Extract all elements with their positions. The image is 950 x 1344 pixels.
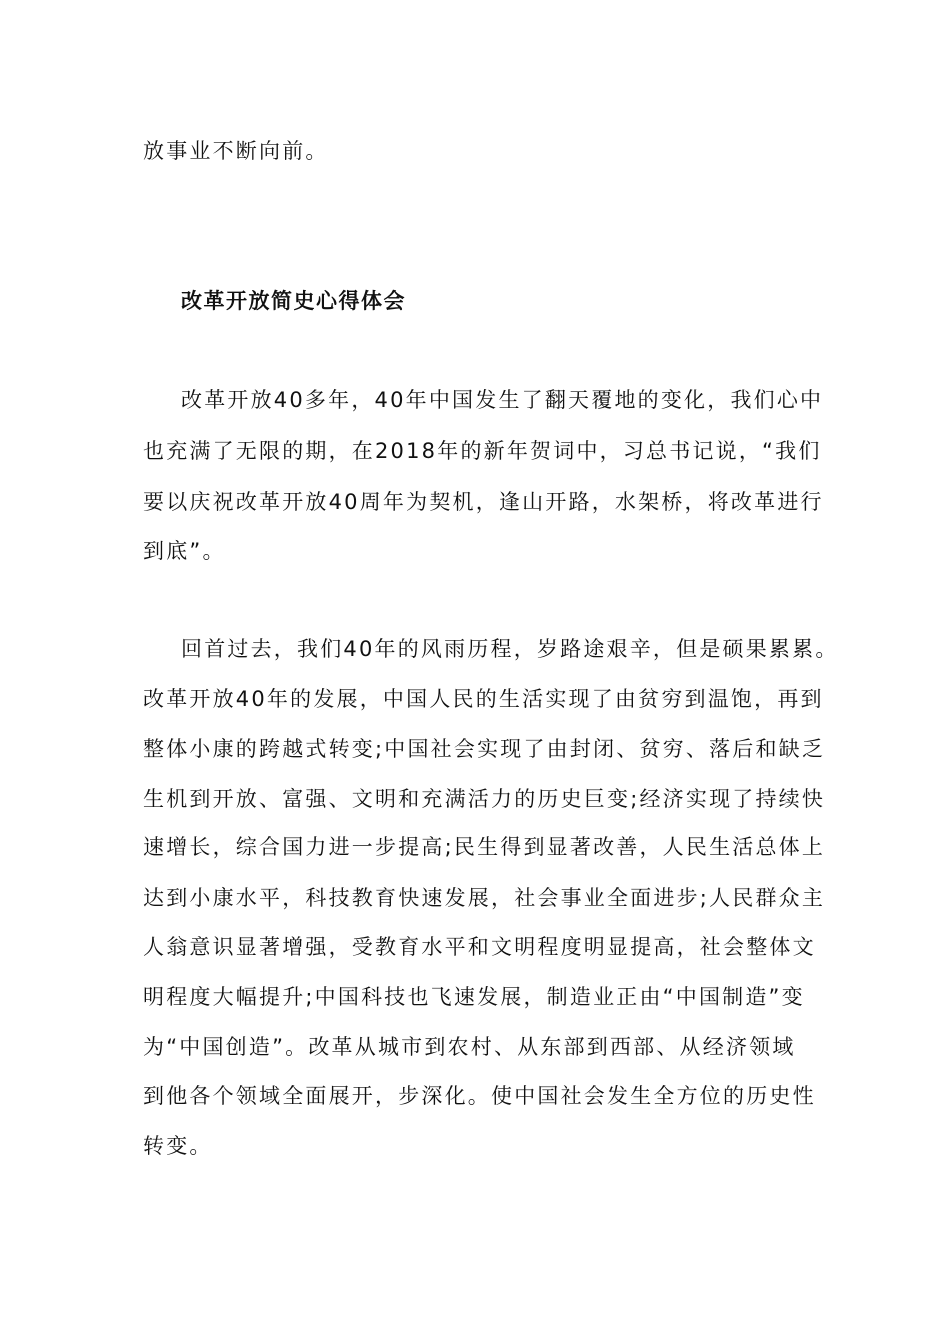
paragraph-line: 改革开放40年的发展，中国人民的生活实现了由贫穷到温饱，再到 [143, 687, 824, 711]
paragraph-line: 改革开放40多年，40年中国发生了翻天覆地的变化，我们心中 [181, 388, 824, 412]
paragraph-line: 要以庆祝改革开放40周年为契机，逢山开路，水架桥，将改革进行 [143, 490, 824, 514]
paragraph-line: 为“中国创造”。改革从城市到农村、从东部到西部、从经济领域 [143, 1035, 796, 1059]
paragraph-line: 回首过去，我们40年的风雨历程，岁路途艰辛，但是硕果累累。 [181, 637, 839, 661]
paragraph-line: 明程度大幅提升;中国科技也飞速发展，制造业正由“中国制造”变 [143, 985, 805, 1009]
paragraph-line: 也充满了无限的期，在2018年的新年贺词中，习总书记说，“我们 [143, 439, 822, 463]
paragraph-line: 速增长，综合国力进一步提高;民生得到显著改善，人民生活总体上 [143, 835, 826, 859]
paragraph-line: 整体小康的跨越式转变;中国社会实现了由封闭、贫穷、落后和缺乏 [143, 737, 826, 761]
paragraph-line: 到底”。 [143, 539, 226, 563]
paragraph-line: 生机到开放、富强、文明和充满活力的历史巨变;经济实现了持续快 [143, 787, 826, 811]
paragraph-line: 达到小康水平，科技教育快速发展，社会事业全面进步;人民群众主 [143, 886, 826, 910]
paragraph-line: 转变。 [143, 1134, 213, 1158]
paragraph-line: 到他各个领域全面展开，步深化。使中国社会发生全方位的历史性 [143, 1084, 816, 1108]
section-heading: 改革开放简史心得体会 [181, 289, 406, 313]
paragraph-line: 人翁意识显著增强，受教育水平和文明程度明显提高，社会整体文 [143, 935, 816, 959]
carryover-text-line: 放事业不断向前。 [143, 139, 329, 163]
